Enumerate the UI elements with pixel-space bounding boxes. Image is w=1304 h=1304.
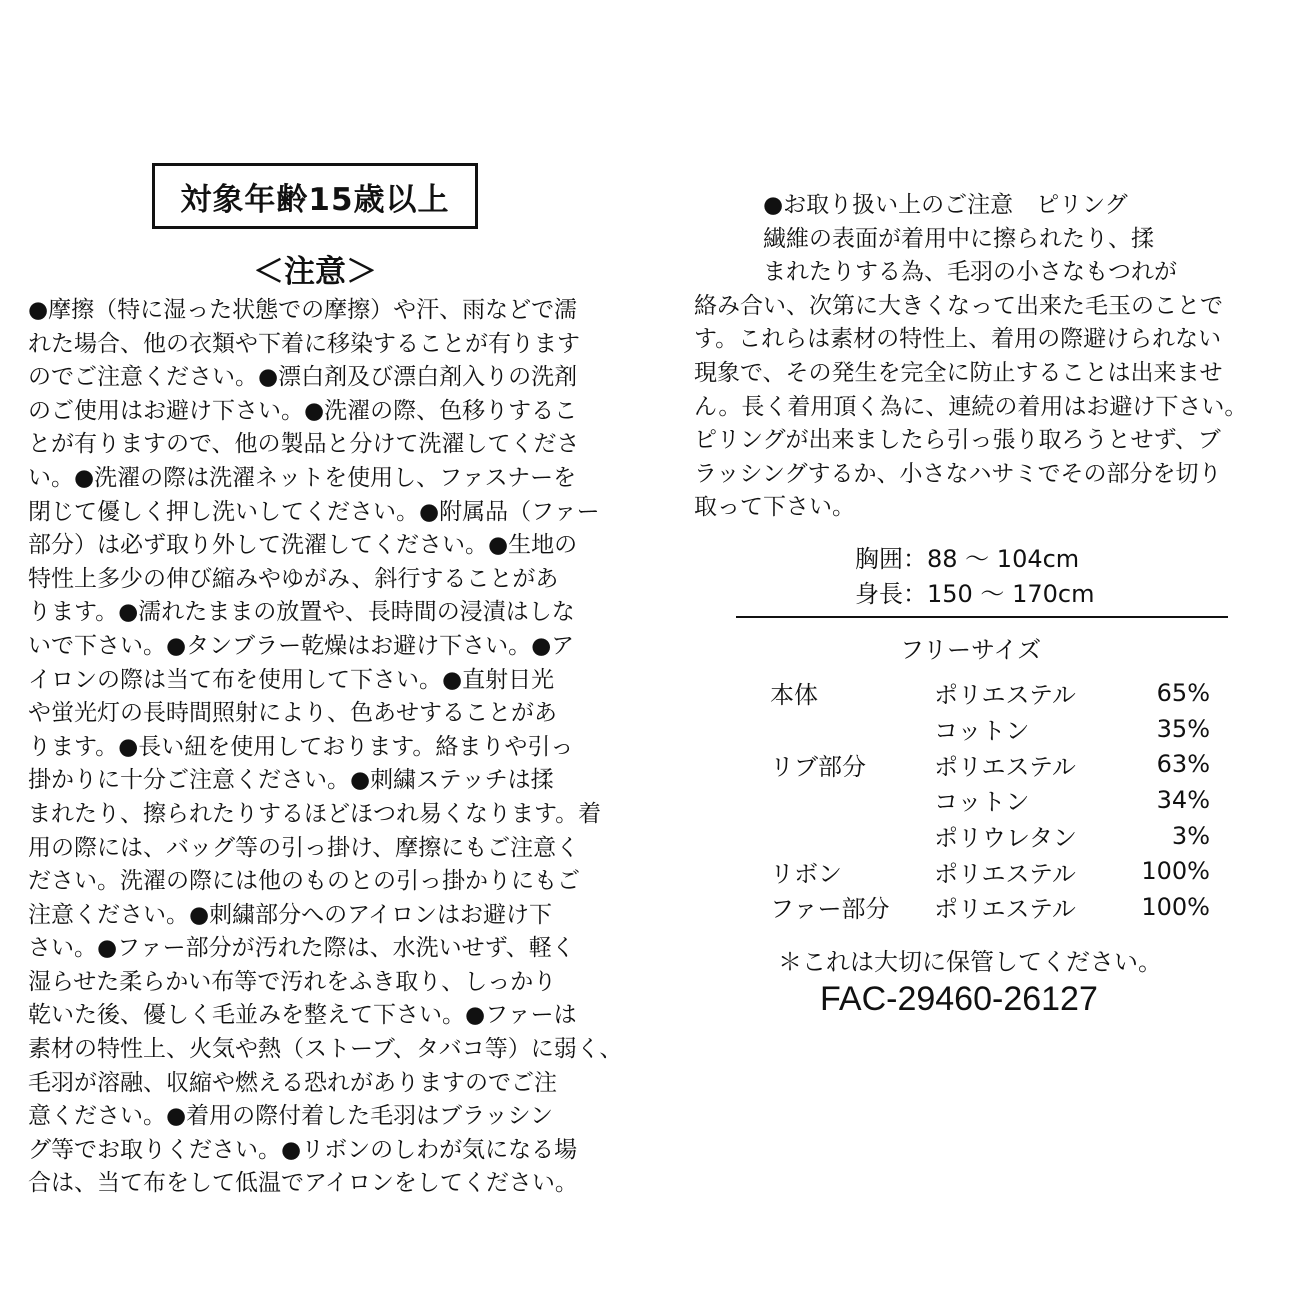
material-percent: 3%: [1171, 821, 1210, 850]
caution-heading: ＜注意＞: [253, 254, 377, 290]
caution-line: のでご注意ください。●漂白剤及び漂白剤入りの洗剤: [28, 364, 578, 391]
caution-line: ●摩擦（特に湿った状態での摩擦）や汗、雨などで濡: [28, 297, 578, 323]
caution-line: 掛かりに十分ご注意ください。●刺繍ステッチは揉: [28, 767, 554, 794]
material-fabric: コットン: [934, 717, 1030, 746]
material-part: ファー部分: [770, 895, 890, 924]
material-fabric: ポリエステル: [934, 895, 1076, 924]
material-part: [770, 818, 934, 854]
free-size-label: フリーサイズ: [900, 636, 1042, 664]
caution-line: 乾いた後、優しく毛並みを整えて下さい。●ファーは: [28, 1002, 577, 1029]
material-percent: 35%: [1156, 714, 1210, 743]
material-part: [770, 711, 934, 747]
pilling-line: ピリングが出来ましたら引っ張り取ろうとせず、ブ: [694, 427, 1221, 454]
caution-line: ります。●濡れたままの放置や、長時間の浸漬はしな: [28, 599, 575, 626]
pilling-line: 繊維の表面が着用中に擦られたり、揉: [694, 225, 1154, 252]
pilling-line: まれたりする為、毛羽の小さなもつれが: [694, 259, 1177, 286]
material-part: [770, 782, 934, 818]
size-spec-block: [855, 542, 1094, 612]
material-percent: 65%: [1156, 678, 1210, 707]
caution-line: イロンの際は当て布を使用して下さい。●直射日光: [28, 666, 555, 693]
material-fabric: ポリエステル: [934, 859, 1076, 888]
caution-line: ります。●長い紐を使用しております。絡まりや引っ: [28, 733, 574, 760]
divider-line: [736, 616, 1228, 618]
material-fabric: ポリウレタン: [934, 824, 1078, 853]
material-fabric: ポリエステル: [934, 681, 1076, 710]
target-age-box: [152, 163, 478, 229]
material-row: [770, 853, 1210, 889]
caution-line: 注意ください。●刺繍部分へのアイロンはお避け下: [28, 901, 552, 928]
caution-text-block: [28, 294, 622, 1201]
size-line: 胸囲：88 ～ 104cm: [855, 545, 1080, 573]
caution-line: いで下さい。●タンブラー乾燥はお避け下さい。●ア: [28, 632, 575, 659]
material-percent: 100%: [1141, 892, 1210, 921]
keep-note: ＊これは大切に保管してください。: [778, 948, 1162, 976]
caution-line: ださい。洗濯の際には他のものとの引っ掛かりにもご: [28, 868, 580, 895]
caution-line: 意ください。●着用の際付着した毛羽はブラッシン: [28, 1103, 554, 1130]
caution-line: 湿らせた柔らかい布等で汚れをふき取り、しっかり: [28, 968, 557, 995]
material-percent: 63%: [1156, 750, 1210, 779]
pilling-line: ●お取り扱い上のご注意 ピリング: [694, 192, 1128, 218]
pilling-line: す。これらは素材の特性上、着用の際避けられない: [694, 326, 1222, 353]
caution-line: 用の際には、バッグ等の引っ掛け、摩擦にもご注意く: [28, 834, 580, 861]
target-age-label: 対象年齢15歳以上: [180, 181, 450, 218]
caution-line: 部分）は必ず取り外して洗濯してください。●生地の: [28, 532, 578, 559]
material-part: 本体: [770, 681, 818, 710]
caution-line: 合は、当て布をして低温でアイロンをしてください。: [28, 1170, 578, 1197]
material-row: [770, 746, 1210, 782]
material-row: [770, 889, 1210, 925]
caution-line: 素材の特性上、火気や熱（ストーブ、タバコ等）に弱く、: [28, 1036, 623, 1063]
pilling-line: ラッシングするか、小さなハサミでその部分を切り: [694, 460, 1222, 487]
caution-line: グ等でお取りください。●リボンのしわが気になる場: [28, 1136, 578, 1163]
pilling-line: 現象で、その発生を完全に防止することは出来ませ: [694, 359, 1223, 386]
pilling-note-block: [694, 189, 1247, 525]
caution-line: い。●洗濯の際は洗濯ネットを使用し、ファスナーを: [28, 464, 577, 491]
material-percent: 34%: [1156, 785, 1210, 814]
caution-line: 毛羽が溶融、収縮や燃える恐れがありますのでご注: [28, 1069, 557, 1096]
material-row: [770, 675, 1210, 711]
pilling-line: 取って下さい。: [694, 494, 855, 521]
product-code: FAC-29460-26127: [820, 980, 1098, 1018]
material-part: リブ部分: [770, 752, 866, 781]
material-fabric: ポリエステル: [934, 752, 1076, 781]
pilling-line: ん。長く着用頂く為に、連続の着用はお避け下さい。: [694, 393, 1248, 420]
material-part: リボン: [770, 859, 842, 888]
caution-line: のご使用はお避け下さい。●洗濯の際、色移りするこ: [28, 397, 578, 424]
caution-line: まれたり、擦られたりするほどほつれ易くなります。着: [28, 800, 602, 827]
material-composition-table: [770, 675, 1210, 925]
caution-line: さい。●ファー部分が汚れた際は、水洗いせず、軽く: [28, 935, 575, 962]
material-row: [770, 782, 1210, 818]
caution-line: れた場合、他の衣類や下着に移染することが有ります: [28, 330, 580, 357]
material-row: [770, 711, 1210, 747]
material-fabric: コットン: [934, 788, 1030, 817]
pilling-line: 絡み合い、次第に大きくなって出来た毛玉のことで: [694, 292, 1223, 319]
caution-line: や蛍光灯の長時間照射により、色あせすることがあ: [28, 700, 557, 727]
material-row: [770, 818, 1210, 854]
caution-line: 特性上多少の伸び縮みやゆがみ、斜行することがあ: [28, 565, 559, 592]
size-line: 身長：150 ～ 170cm: [855, 580, 1095, 608]
caution-line: 閉じて優しく押し洗いしてください。●附属品（ファー: [28, 498, 600, 525]
material-percent: 100%: [1141, 857, 1210, 886]
caution-line: とが有りますので、他の製品と分けて洗濯してくださ: [28, 431, 580, 458]
